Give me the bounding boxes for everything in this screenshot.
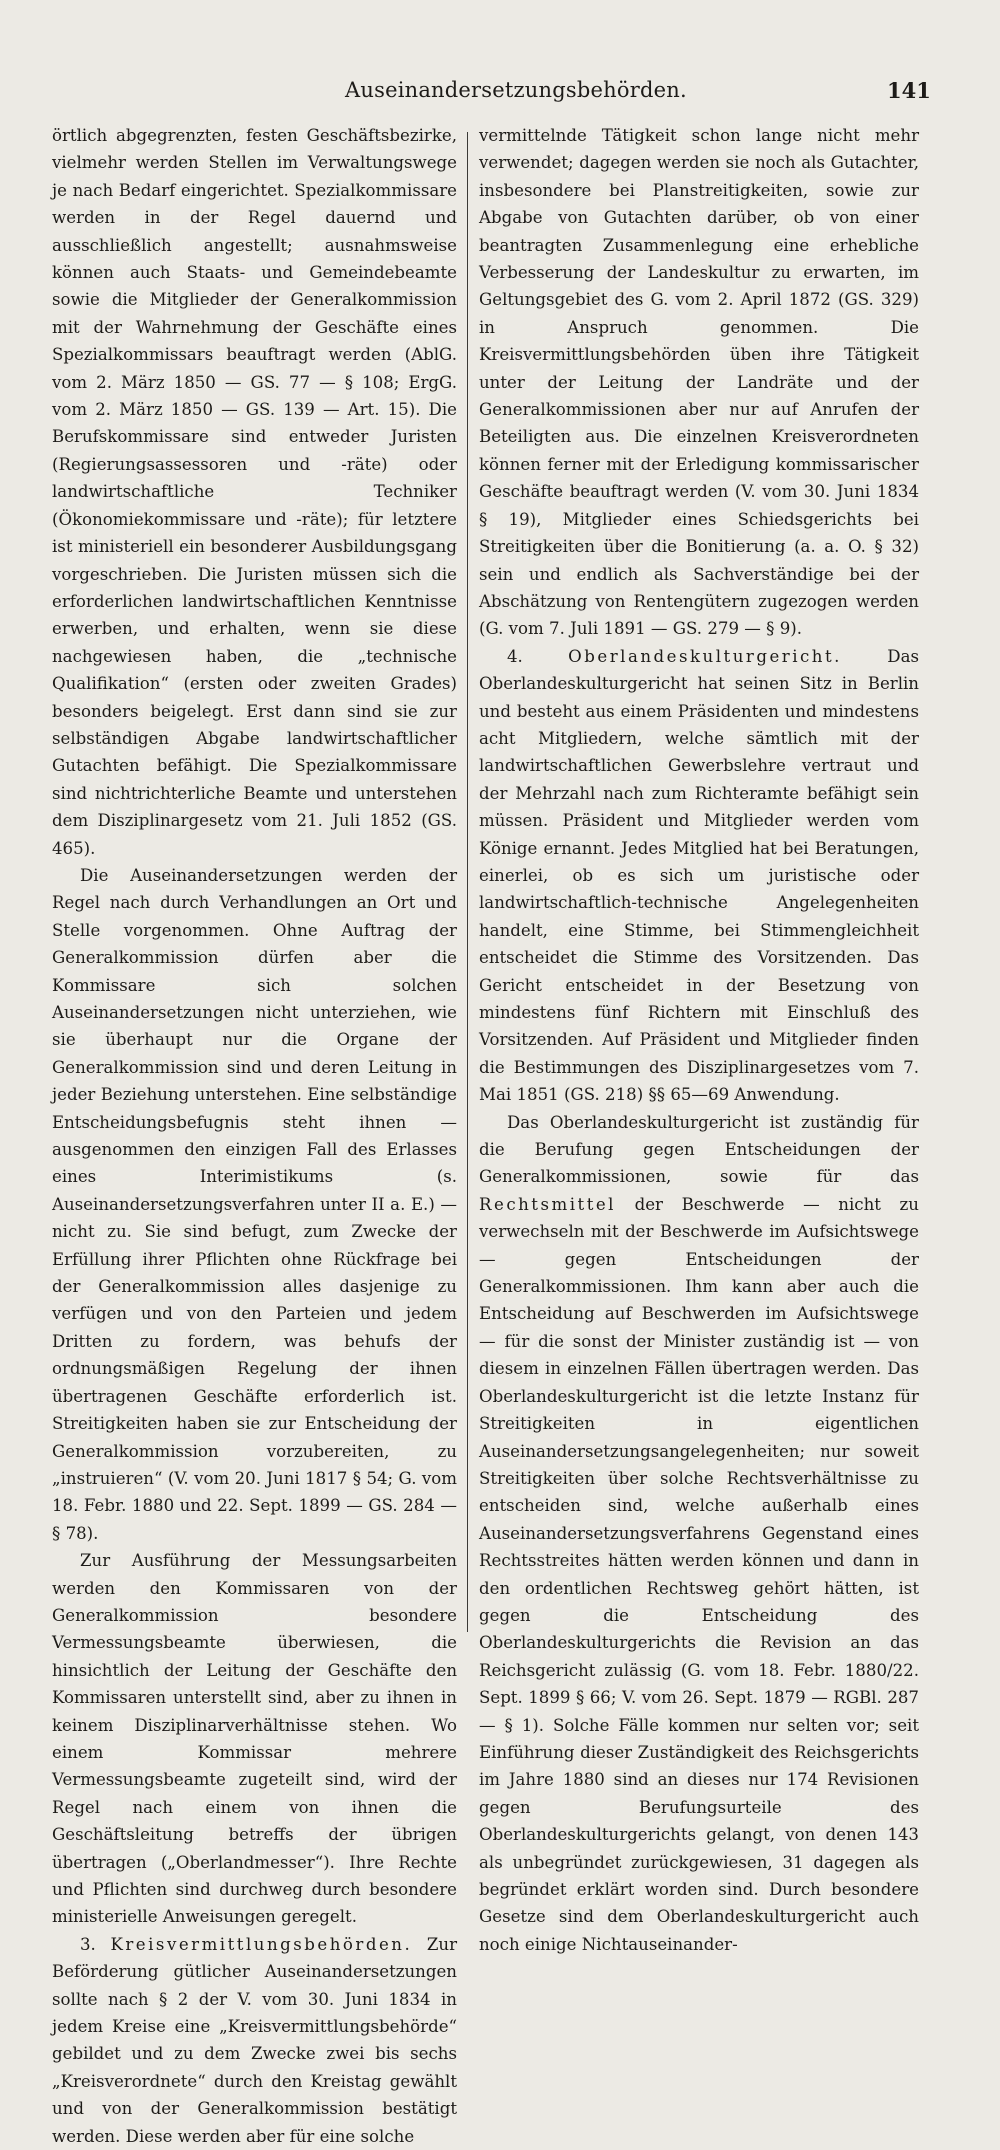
section-kreisvermittlungsbehoerden: [52, 1931, 457, 2150]
section-oberlandeskulturgericht: [479, 643, 919, 1109]
paragraph-text: Das Oberlandeskulturgericht ist zuständig für die Berufung gegen Entscheidungen der Generalkommissionen, sowie für das: [479, 1112, 919, 1187]
running-title: Auseinandersetzungsbehörden.: [345, 78, 687, 102]
emphasized-term: Rechtsmittel: [479, 1194, 616, 1214]
section-heading: Oberlandeskulturgericht.: [568, 646, 842, 666]
paragraph-messungsarbeiten: Zur Ausführung der Messungsarbeiten werden den Kommissaren von der Generalkommission besondere Vermessungsbeamte überwiesen, die hinsichtlich der Leitung der Geschäfte den Kommissaren unterstellt sind, aber zu ihnen in keinem Disziplinarverhältnisse stehen. Wo einem Kommissar mehrere Vermessungsbeamte zugeteilt sind, wird der Regel nach einem von ihnen die Geschäftsleitung betreffs der übrigen übertragen („Oberlandmesser“). Ihre Rechte und Pflichten sind durchweg durch besondere ministerielle Anweisungen geregelt.: [52, 1551, 457, 1927]
right-column: [479, 122, 919, 1954]
section-text: Zur Beförderung gütlicher Auseinandersetzungen sollte nach § 2 der V. vom 30. Juni 1834 in jedem Kreise eine „Kreisvermittlungsbehörde“ gebildet und zu dem Zwecke zwei bis sechs „Kreisverordnete“ durch den Kreistag gewählt und von der Generalkommission bestätigt werden. Diese werden aber für eine solche: [52, 1934, 458, 2146]
paragraph-spezialkommissare: örtlich abgegrenzten, festen Geschäftsbezirke, vielmehr werden Stellen im Verwaltungswege je nach Bedarf eingerichtet. Spezialkommissare werden in der Regel dauernd und ausschließlich angestellt; ausnahmsweise können auch Staats- und Gemeindebeamte sowie die Mitglieder der Generalkommission mit der Wahrnehmung der Geschäfte eines Spezialkommissars beauftragt werden (AblG. vom 2. März 1850 — GS. 77 — § 108; ErgG. vom 2. März 1850 — GS. 139 — Art. 15). Die Berufskommissare sind entweder Juristen (Regierungsassessoren und -räte) oder landwirtschaftliche Techniker (Ökonomiekommissare und -räte); für letztere ist ministeriell ein besonderer Ausbildungsgang vorgeschrieben. Die Juristen müssen sich die erforderlichen landwirtschaftlichen Kenntnisse erwerben, und erhalten, wenn sie diese nachgewiesen haben, die „technische Qualifikation“ (ersten oder zweiten Grades) besonders beigelegt. Erst dann sind sie zur selbständigen Abgabe landwirtschaftlicher Gutachten befähigt. Die Spezialkommissare sind nichtrichterliche Beamte und unterstehen dem Disziplinargesetz vom 21. Juli 1852 (GS. 465).: [52, 126, 457, 858]
paragraph-zustaendigkeit: [479, 1109, 919, 1959]
paragraph-auseinandersetzungen: Die Auseinandersetzungen werden der Regel nach durch Verhandlungen an Ort und Stelle vorgenommen. Ohne Auftrag der Generalkommission dürfen aber die Kommissare sich solchen Auseinandersetzungen nicht unterziehen, wie sie überhaupt nur die Organe der Generalkommission sind und deren Leitung in jeder Beziehung unterstehen. Eine selbständige Entscheidungsbefugnis steht ihnen — ausgenommen den einzigen Fall des Erlasses eines Interimistikums (s. Auseinandersetzungsverfahren unter II a. E.) — nicht zu. Sie sind befugt, zum Zwecke der Erfüllung ihrer Pflichten ohne Rückfrage bei der Generalkommission alles dasjenige zu verfügen und von den Parteien und jedem Dritten zu fordern, was behufs der ordnungsmäßigen Regelung der ihnen übertragenen Geschäfte erforderlich ist. Streitigkeiten haben sie zur Entscheidung der Generalkommission vorzubereiten, zu „instruieren“ (V. vom 20. Juni 1817 § 54; G. vom 18. Febr. 1880 und 22. Sept. 1899 — GS. 284 — § 78).: [52, 865, 457, 1543]
section-number: 3.: [80, 1934, 96, 1954]
left-column: [52, 122, 458, 2146]
page-number: 141: [887, 78, 931, 103]
section-number: 4.: [507, 646, 523, 666]
paragraph-text: der Beschwerde — nicht zu verwechseln mit der Beschwerde im Aufsichtswege — gegen Entscheidungen der Generalkommissionen. Ihm kann aber auch die Entscheidung auf Beschwerden im Aufsichtswege — für die sonst der Minister zuständig ist — von diesem in einzelnen Fällen übertragen werden. Das Oberlandeskulturgericht ist die letzte Instanz für Streitigkeiten in eigentlichen Auseinandersetzungsangelegenheiten; nur soweit Streitigkeiten über solche Rechtsverhältnisse zu entscheiden sind, welche außerhalb eines Auseinandersetzungsverfahrens Gegenstand eines Rechtsstreites hätten werden können und dann in den ordentlichen Rechtsweg gehört hätten, ist gegen die Entscheidung des Oberlandeskulturgerichts die Revision an das Reichsgericht zulässig (G. vom 18. Febr. 1880/22. Sept. 1899 § 66; V. vom 26. Sept. 1879 — RGBl. 287 — § 1). Solche Fälle kommen nur selten vor; seit Einführung dieser Zuständigkeit des Reichsgerichts im Jahre 1880 sind an dieses nur 174 Revisionen gegen Berufungsurteile des Oberlandeskulturgerichts gelangt, von denen 143 als unbegründet zurückgewiesen, 31 dagegen als begründet erklärt worden sind. Durch besondere Gesetze sind dem Oberlandeskulturgericht auch noch einige Nichtauseinander-: [479, 1194, 919, 1954]
section-text: Das Oberlandeskulturgericht hat seinen Sitz in Berlin und besteht aus einem Präsidenten und mindestens acht Mitgliedern, welche sämtlich mit der landwirtschaftlichen Gewerbslehre vertraut und der Mehrzahl nach zum Richteramte befähigt sein müssen. Präsident und Mitglieder werden vom Könige ernannt. Jedes Mitglied hat bei Beratungen, einerlei, ob es sich um juristische oder landwirtschaftlich-technische Angelegenheiten handelt, eine Stimme, bei Stimmengleichheit entscheidet die Stimme des Vorsitzenden. Das Gericht entscheidet in der Besetzung von mindestens fünf Richtern mit Einschluß des Vorsitzenden. Auf Präsident und Mitglieder finden die Bestimmungen des Disziplinargesetzes vom 7. Mai 1851 (GS. 218) §§ 65—69 Anwendung.: [479, 646, 919, 1105]
section-heading: Kreisvermittlungsbehörden.: [110, 1934, 413, 1954]
column-divider: [467, 132, 468, 1632]
paragraph-kreisverordnete: vermittelnde Tätigkeit schon lange nicht mehr verwendet; dagegen werden sie noch als Gutachter, insbesondere bei Planstreitigkeiten, sowie zur Abgabe von Gutachten darüber, ob von einer beantragten Zusammenlegung eine erhebliche Verbesserung der Landeskultur zu erwarten, im Geltungsgebiet des G. vom 2. April 1872 (GS. 329) in Anspruch genommen. Die Kreisvermittlungsbehörden üben ihre Tätigkeit unter der Leitung der Landräte und der Generalkommissionen aber nur auf Anrufen der Beteiligten aus. Die einzelnen Kreisverordneten können ferner mit der Erledigung kommissarischer Geschäfte beauftragt werden (V. vom 30. Juni 1834 § 19), Mitglieder eines Schiedsgerichts bei Streitigkeiten über die Bonitierung (a. a. O. § 32) sein und endlich als Sachverständige bei der Abschätzung von Rentengütern zugezogen werden (G. vom 7. Juli 1891 — GS. 279 — § 9).: [479, 126, 919, 639]
